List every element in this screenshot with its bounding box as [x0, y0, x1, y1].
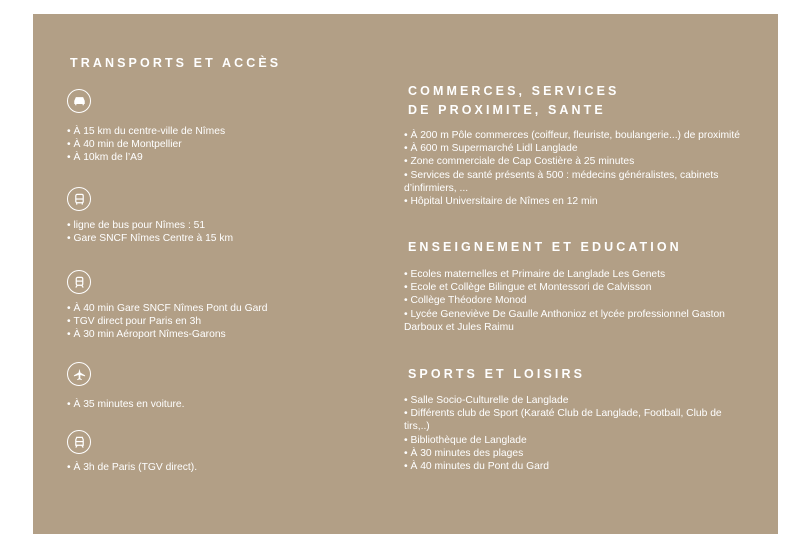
transports-list-car	[67, 125, 367, 165]
commerces-list	[404, 129, 754, 208]
list-item: • À 200 m Pôle commerces (coiffeur, fleuriste, boulangerie...) de proximité	[404, 129, 754, 142]
list-item: • Collège Théodore Monod	[404, 294, 754, 307]
transports-list-bus	[67, 219, 367, 245]
list-item: • À 30 minutes des plages	[404, 447, 749, 460]
sports-list	[404, 394, 749, 473]
commerces-heading	[408, 82, 619, 120]
transports-list-tgv	[67, 461, 367, 474]
transports-list-train	[67, 302, 367, 342]
list-item: • Différents club de Sport (Karaté Club de Langlade, Football, Club de tirs,..)	[404, 407, 749, 433]
list-item: • À 40 minutes du Pont du Gard	[404, 460, 749, 473]
list-item: • À 40 min Gare SNCF Nîmes Pont du Gard	[67, 302, 367, 315]
list-item: • À 15 km du centre-ville de Nîmes	[67, 125, 367, 138]
list-item: • À 40 min de Montpellier	[67, 138, 367, 151]
list-item: • Hôpital Universitaire de Nîmes en 12 min	[404, 195, 754, 208]
train-icon	[67, 270, 91, 294]
sports-heading: SPORTS ET LOISIRS	[408, 367, 586, 381]
list-item: • Services de santé présents à 500 : médecins généralistes, cabinets d’infirmiers, ...	[404, 169, 754, 195]
list-item: • Zone commerciale de Cap Costière à 25 minutes	[404, 155, 754, 168]
enseignement-list	[404, 268, 754, 334]
commerces-heading-line1: COMMERCES, SERVICES	[408, 84, 620, 98]
list-item: • À 600 m Supermarché Lidl Langlade	[404, 142, 754, 155]
list-item: • ligne de bus pour Nîmes : 51	[67, 219, 367, 232]
list-item: • Lycée Geneviève De Gaulle Anthonioz et lycée professionnel Gaston Darboux et Jules Raimu	[404, 308, 754, 334]
list-item: • Salle Socio-Culturelle de Langlade	[404, 394, 749, 407]
list-item: • Gare SNCF Nîmes Centre à 15 km	[67, 232, 367, 245]
list-item: • À 3h de Paris (TGV direct).	[67, 461, 367, 474]
list-item: • Ecoles maternelles et Primaire de Langlade Les Genets	[404, 268, 754, 281]
list-item: • Ecole et Collège Bilingue et Montessori de Calvisson	[404, 281, 754, 294]
transports-list-plane	[67, 398, 367, 411]
list-item: • À 30 min Aéroport Nîmes-Garons	[67, 328, 367, 341]
commerces-heading-line2: DE PROXIMITE, SANTE	[408, 103, 606, 117]
list-item: • À 35 minutes en voiture.	[67, 398, 367, 411]
list-item: • TGV direct pour Paris en 3h	[67, 315, 367, 328]
car-icon	[67, 89, 91, 113]
list-item: • À 10km de l’A9	[67, 151, 367, 164]
plane-icon	[67, 362, 91, 386]
transports-heading: TRANSPORTS ET ACCÈS	[70, 56, 282, 70]
enseignement-heading: ENSEIGNEMENT ET EDUCATION	[408, 240, 682, 254]
list-item: • Bibliothèque de Langlade	[404, 434, 749, 447]
bus-icon	[67, 187, 91, 211]
tgv-icon	[67, 430, 91, 454]
